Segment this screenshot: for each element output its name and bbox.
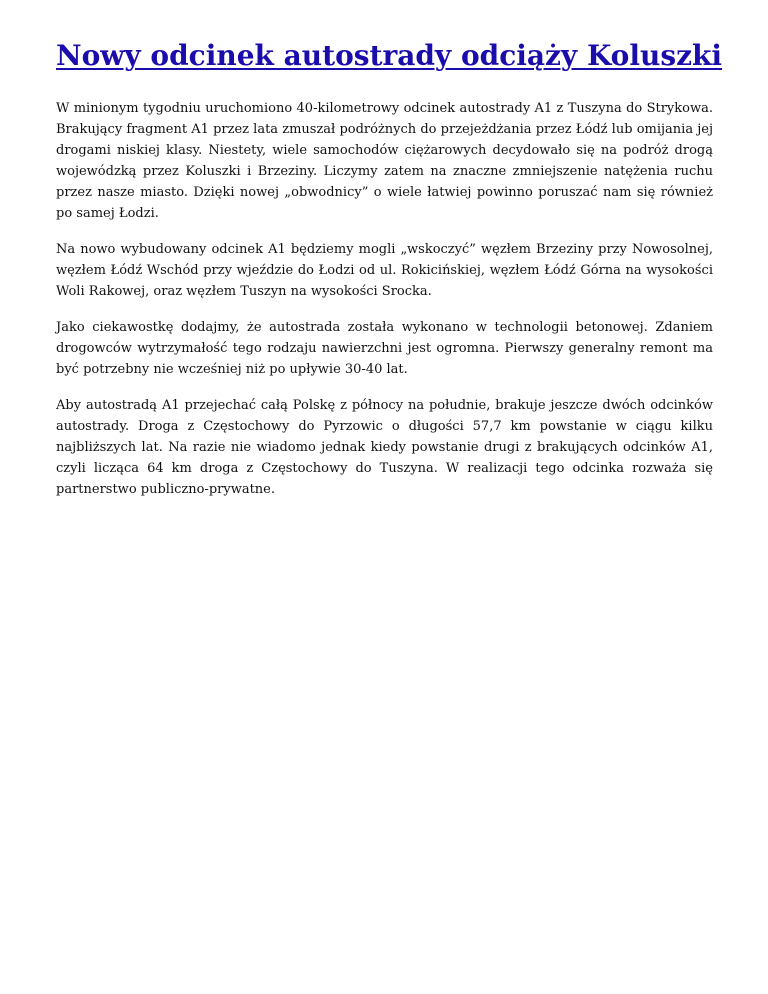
article-paragraph-3: Jako ciekawostkę dodajmy, że autostrada została wykonano w technologii betonowej. Zdaniem drogowców wytrzymałość tego rodzaju nawierzchni jest ogromna. Pierwszy generalny remont ma być potrzebny nie wcześniej niż po upływie 30-40 lat. (56, 320, 713, 377)
article (56, 38, 723, 515)
title-spacer (56, 74, 713, 98)
article-paragraph-2: Na nowo wybudowany odcinek A1 będziemy mogli „wskoczyć” węzłem Brzeziny przy Nowosolnej, węzłem Łódź Wschód przy wjeździe do Łodzi od ul. Rokicińskiej, węzłem Łódź Górna na wysokości Woli Rakowej, oraz węzłem Tuszyn na wysokości Srocka. (56, 242, 713, 299)
article-paragraph-4: Aby autostradą A1 przejechać całą Polskę z północy na południe, brakuje jeszcze dwóch odcinków autostrady. Droga z Częstochowy do Pyrzowic o długości 57,7 km powstanie w ciągu kilku najbliższych lat. Na razie nie wiadomo jednak kiedy powstanie drugi z brakujących odcinków A1, czyli licząca 64 km droga z Częstochowy do Tuszyna. W realizacji tego odcinka rozważa się partnerstwo publiczno-prywatne. (56, 398, 713, 497)
article-title-link[interactable]: Nowy odcinek autostrady odciąży Koluszki (56, 39, 723, 72)
article-paragraph-1: W minionym tygodniu uruchomiono 40-kilometrowy odcinek autostrady A1 z Tuszyna do Strykowa. Brakujący fragment A1 przez lata zmuszał podróżnych do przejeżdżania przez Łódź lub omijania jej drogami niskiej klasy. Niestety, wiele samochodów ciężarowych decydowało się na podróż drogą wojewódzką przez Koluszki i Brzeziny. Liczymy zatem na znaczne zmniejszenie natężenia ruchu przez nasze miasto. Dzięki nowej „obwodnicy” o wiele łatwiej powinno poruszać nam się również po samej Łodzi. (56, 101, 713, 221)
